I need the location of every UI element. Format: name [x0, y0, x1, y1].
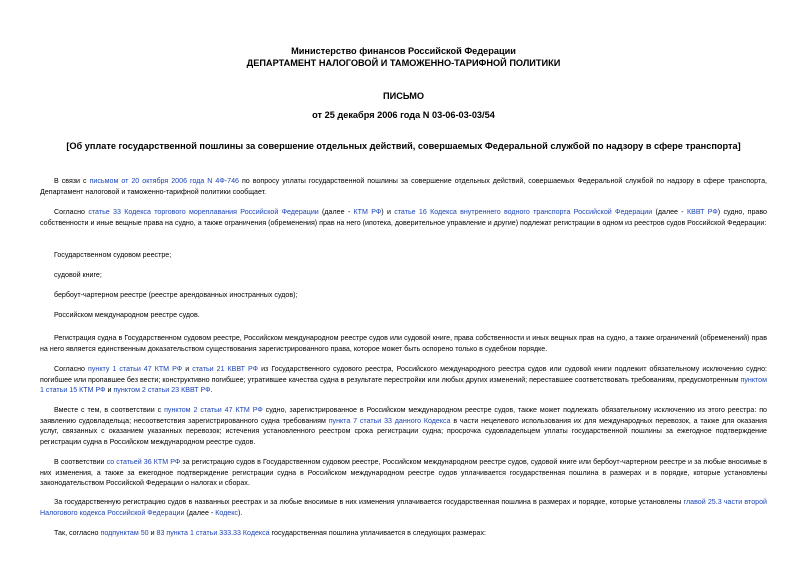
list-item: Российском международном реестре судов.	[54, 311, 200, 319]
link-article-333-33[interactable]: 83 пункта 1 статьи 333.33 Кодекса	[156, 529, 270, 537]
link-ktm-article-33[interactable]: статье 33 Кодекса торгового мореплавания Российской Федерации	[88, 208, 319, 216]
text: за регистрацию судов в Государственном судовом реестре, Российском международном реестре судов, судовой книге или бербоут-чартерном реестре и за любые вносимые в них изменения, а также за ежегодное подтверждение регистрации судна в Российском международном реестре судов уплачивается государственная пошлина в размерах и в порядке, которые установлены законодательством Российской Федерации о налогах и сборах.	[40, 458, 768, 488]
link-kvvt-article-23[interactable]: пунктом 2 статьи 23 КВВТ РФ	[113, 386, 211, 395]
text: и	[105, 386, 114, 395]
link-ktm[interactable]: КТМ РФ	[353, 208, 382, 216]
link-tax-code[interactable]: Кодекс	[215, 508, 238, 517]
list-item: судовой книге;	[54, 271, 102, 279]
text: .	[210, 386, 213, 395]
text: Согласно	[54, 365, 89, 373]
text: и	[182, 365, 193, 373]
text: (далее -	[184, 508, 216, 517]
link-ktm-article-47-1[interactable]: пункту 1 статьи 47 КТМ РФ	[88, 365, 183, 373]
link-subparagraph-50[interactable]: подпунктам 50	[100, 529, 149, 537]
paragraph-2	[40, 207, 767, 228]
ministry-name: Министерство финансов Российской Федерации	[291, 46, 516, 56]
link-letter[interactable]: письмом от 20 октября 2006 года N 4Ф-746	[89, 177, 239, 185]
paragraph-3: Регистрация судна в Государственном судовом реестре, Российском международном реестре судов или судовой книге, права собственности и иных вещных прав на судно, а также ограничений (обременений) прав на него является единственным доказательством существования зарегистрированного права, которое может быть оспорено только в судебном порядке.	[40, 334, 767, 353]
link-ktm-article-15[interactable]: пунктом 1 статьи 15 КТМ РФ	[40, 375, 767, 395]
paragraph-5	[40, 405, 767, 447]
text: ) судно, право собственности и иные вещные права на судно, а также ограничения (обременения) прав на него (ипотека, доверительное управление и другие) подлежат регистрации в одном из реестров судов Российской Федерации:	[40, 208, 767, 227]
list-item: Государственном судовом реестре;	[54, 251, 172, 259]
link-ktm-article-36[interactable]: со статьей 36 КТМ РФ	[106, 458, 181, 466]
paragraph-4	[40, 364, 767, 396]
text: За государственную регистрацию судов в названных реестрах и за любые вносимые в них изменения уплачивается государственная пошлина в размерах и порядке, которые установлены	[54, 498, 684, 506]
text: ).	[237, 508, 243, 517]
text: В соответствии	[54, 458, 107, 466]
text: (далее -	[652, 208, 687, 216]
link-kvvt[interactable]: КВВТ РФ	[686, 208, 718, 216]
link-ktm-article-33-7[interactable]: пункта 7 статьи 33 данного Кодекса	[328, 416, 451, 425]
document-date-number: от 25 декабря 2006 года N 03-06-03-03/54	[312, 110, 495, 120]
text: ) и	[381, 208, 395, 216]
text: (далее -	[318, 208, 354, 216]
link-kvvt-article-16[interactable]: статье 16 Кодекса внутреннего водного транспорта Российской Федерации	[394, 208, 653, 216]
text: и	[148, 529, 157, 537]
text: из Государственного судового реестра, Российского международного реестра судов или судовой книги подлежит обязательному исключению судно: погибшее или пропавшее без вести; конструктивно погибшее; утратившее качества судна в результате перестройки или любых других изменений; переставшее соответствовать требованиям, предусмотренным	[40, 365, 768, 384]
paragraph-1	[40, 176, 767, 197]
text: по вопросу уплаты государственной пошлины за совершение отдельных действий, совершаемых Федеральной службой по надзору в сфере транспорта, Департамент налоговой и таможенно-тарифной политики сообщает.	[40, 177, 767, 196]
text: Так, согласно	[54, 529, 101, 537]
document-type: ПИСЬМО	[382, 91, 425, 101]
list-item: бербоут-чартерном реестре (реестре арендованных иностранных судов);	[54, 291, 298, 299]
document-subject: [Об уплате государственной пошлины за совершение отдельных действий, совершаемых Федеральной службой по надзору в сфере транспорта]	[66, 141, 741, 151]
text: В связи с	[54, 177, 90, 185]
paragraph-6	[40, 457, 767, 489]
text: в части нецелевого использования их для международных перевозок, а также для оказания услуг, связанных с оказанием указанных перевозок; истечения установленного реестром срока регистрации судна; просрочка судовладельцем уплаты государственной пошлины за ежегодное подтверждение регистрации судна в Российском международном реестре судов.	[40, 416, 767, 446]
link-ktm-article-47-2[interactable]: пунктом 2 статьи 47 КТМ РФ	[164, 406, 263, 414]
paragraph-8	[40, 528, 767, 539]
paragraph-7	[40, 497, 767, 518]
link-kvvt-article-21[interactable]: статьи 21 КВВТ РФ	[192, 365, 259, 373]
text: государственная пошлина уплачивается в следующих размерах:	[269, 529, 486, 537]
text: Согласно	[54, 208, 89, 216]
text: Вместе с тем, в соответствии с	[54, 406, 165, 414]
link-tax-code-chapter-25-3[interactable]: главой 25.3 части второй Налогового кодекса Российской Федерации	[40, 498, 767, 517]
text: судно, зарегистрированное в Российском международном реестре судов, также может подлежать обязательному исключению из этого реестра: по заявлению судовладельца; несоответствия зарегистрированного судна требованиям	[40, 406, 767, 425]
department-name: ДЕПАРТАМЕНТ НАЛОГОВОЙ И ТАМОЖЕННО-ТАРИФНОЙ ПОЛИТИКИ	[246, 58, 561, 68]
